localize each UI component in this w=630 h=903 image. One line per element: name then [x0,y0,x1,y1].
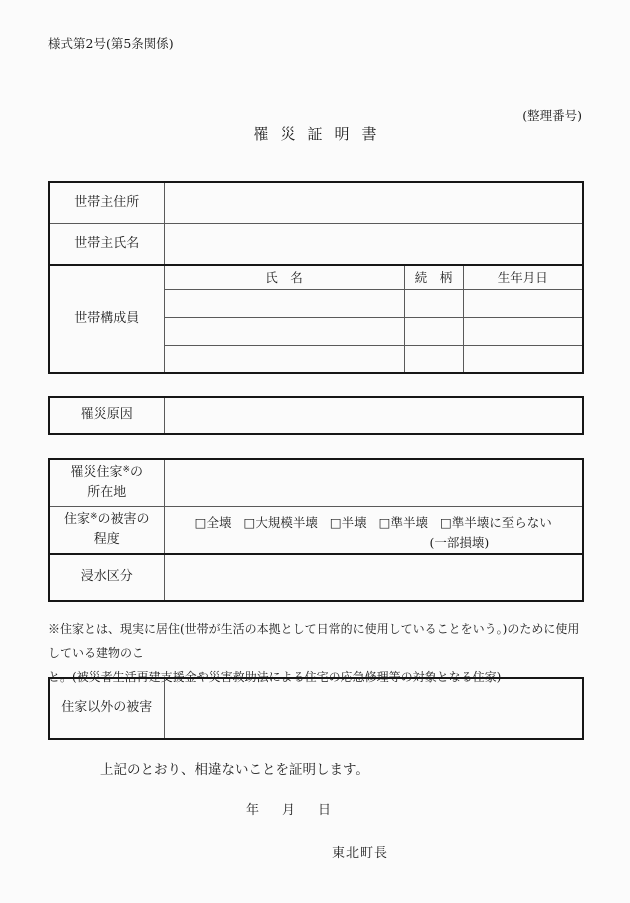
damage-option-label: 半壊 [341,514,367,530]
flood-category-value [164,554,583,601]
checkbox-icon: □ [329,514,342,530]
day-label: 日 [318,803,332,818]
year-label: 年 [246,803,260,818]
damage-option [379,513,428,531]
head-name-value [164,223,583,265]
damage-level-options-cell [164,506,583,554]
dwelling-location-label-text: 罹災住家 [70,464,123,480]
issuer-title: 東北町長 [332,846,389,861]
member-birthdate-cell [463,317,583,345]
members-col-name: 氏 名 [164,265,404,289]
head-address-value [164,182,583,223]
checkbox-icon: □ [243,514,256,530]
other-damage-label: 住家以外の被害 [49,678,164,739]
damage-level-label-text: 住家 [63,511,90,527]
damage-level-label-line2: 程度 [93,531,120,547]
note-line2: と。(被災者生活再建支援金や災害救助法による住宅の応急修理等の対象となる住家) [48,670,502,684]
members-col-birthdate: 生年月日 [463,265,583,289]
checkbox-icon: □ [194,514,207,530]
reference-number-label: (整理番号) [522,108,582,123]
checkbox-icon: □ [378,514,391,530]
member-relation-cell [404,345,463,373]
members-col-relation: 続 柄 [404,265,463,289]
reference-mark: ※ [122,464,131,475]
damage-option [440,513,552,531]
dwelling-location-label-tail: の [130,464,144,480]
flood-category-label: 浸水区分 [49,554,164,601]
damage-option [195,513,232,531]
date-line [246,799,331,818]
disaster-cause-value [164,397,583,434]
members-label: 世帯構成員 [49,265,164,373]
dwelling-location-label [49,459,164,506]
member-birthdate-cell [463,289,583,317]
dwelling-location-label-line2: 所在地 [87,484,127,500]
household-table [48,181,584,374]
damage-option-label: 準半壊 [390,514,428,530]
note-line1: ※住家とは、現実に居住(世帯が生活の本拠として日常的に使用していることをいう。)のために使用している建物のこ [48,622,580,660]
member-name-cell [164,317,404,345]
disaster-cause-table [48,396,584,435]
damage-level-label [49,506,164,554]
damage-options-row [165,513,583,531]
certify-statement: 上記のとおり、相違ないことを証明します。 [100,762,369,778]
reference-mark: ※ [89,511,98,522]
other-damage-table [48,677,584,740]
page-title: 罹災証明書 [253,125,389,143]
member-name-cell [164,345,404,373]
head-address-label: 世帯主住所 [49,182,164,223]
damage-option-label: 大規模半壊 [255,514,318,530]
member-relation-cell [404,289,463,317]
head-name-label: 世帯主氏名 [49,223,164,265]
damage-option [330,513,367,531]
damage-option-sub-label: (一部損壊) [429,534,490,550]
damage-level-label-tail: の被害の [97,511,150,527]
dwelling-location-value [164,459,583,506]
checkbox-icon: □ [439,514,452,530]
member-relation-cell [404,317,463,345]
damage-option [244,513,318,531]
disaster-cause-label: 罹災原因 [49,397,164,434]
dwelling-damage-table [48,458,584,602]
damage-option-label: 全壊 [206,514,232,530]
member-name-cell [164,289,404,317]
month-label: 月 [282,803,296,818]
member-birthdate-cell [463,345,583,373]
other-damage-value [164,678,583,739]
form-code: 様式第2号(第5条関係) [48,36,174,51]
damage-option-label: 準半壊に至らない [451,514,552,530]
